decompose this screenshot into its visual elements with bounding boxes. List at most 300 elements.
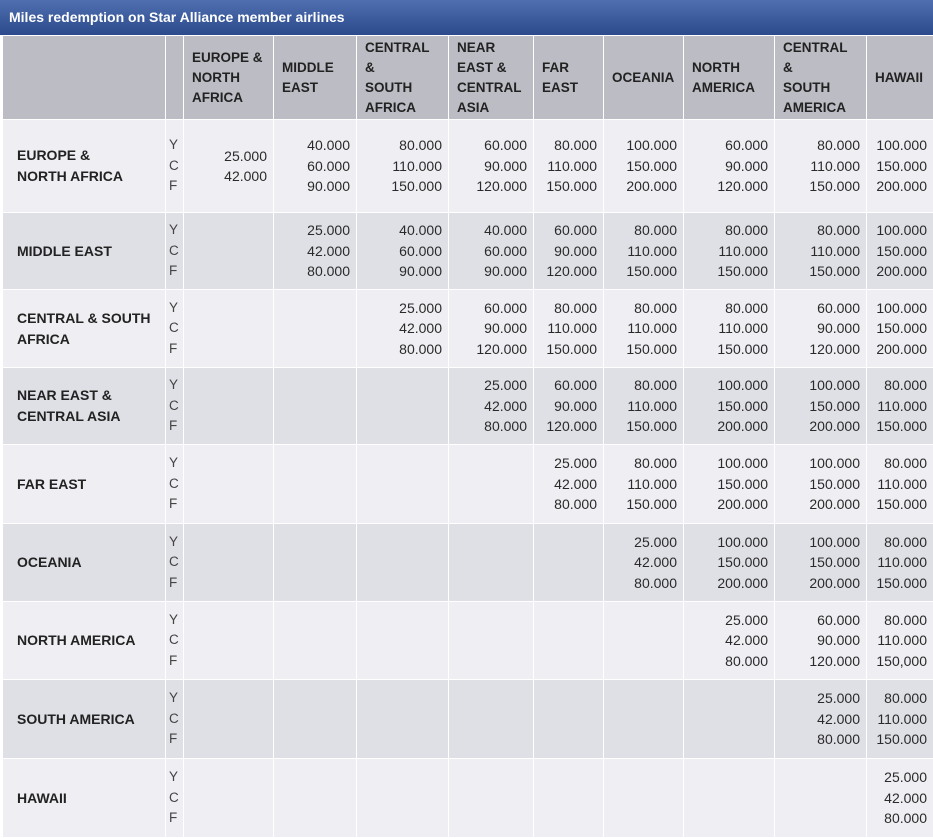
table-title: Miles redemption on Star Alliance member airlines — [0, 0, 933, 35]
miles-cell-central-and-south-america — [775, 680, 867, 759]
miles-cell-hawaii — [867, 368, 933, 445]
miles-value: 150.000 — [876, 157, 927, 174]
miles-cell-far-east — [534, 290, 604, 368]
column-header-line: NEAR — [457, 39, 496, 55]
miles-value: 90.000 — [399, 263, 442, 280]
class-letter: F — [169, 810, 178, 826]
table-body — [3, 120, 933, 838]
class-letters — [166, 213, 184, 290]
miles-cell-central-and-south-america — [775, 368, 867, 445]
empty-cell — [357, 524, 449, 602]
miles-value: 25.000 — [484, 377, 527, 394]
miles-value: 60.000 — [484, 299, 527, 316]
miles-value: 110.000 — [392, 157, 442, 174]
miles-cell-north-america — [684, 120, 775, 213]
miles-value: 150.000 — [626, 157, 677, 174]
column-header-north-america — [684, 36, 775, 120]
miles-value: 80.000 — [399, 137, 442, 154]
table-row — [3, 120, 933, 213]
empty-cell — [684, 680, 775, 759]
miles-value: 42.000 — [399, 320, 442, 337]
class-letter: F — [169, 731, 178, 747]
miles-value: 60.000 — [484, 242, 527, 259]
miles-cell-central-and-south-america — [775, 290, 867, 368]
miles-value: 110.000 — [627, 320, 677, 337]
miles-cell-middle-east — [274, 213, 357, 290]
table-row — [3, 213, 933, 290]
miles-cell-far-east — [534, 213, 604, 290]
miles-value: 150.000 — [876, 320, 927, 337]
miles-value: 150.000 — [391, 178, 442, 195]
miles-value: 42.000 — [884, 789, 927, 806]
row-header-middle-east — [3, 213, 166, 290]
row-header-line: CENTRAL & SOUTH — [17, 309, 151, 326]
column-header-line: NORTH — [692, 59, 740, 75]
miles-value: 100.000 — [809, 533, 860, 550]
empty-cell — [534, 524, 604, 602]
column-header-near-east-and-central-asia — [449, 36, 534, 120]
miles-cell-near-east-and-central-asia — [449, 368, 534, 445]
miles-cell-oceania — [604, 524, 684, 602]
miles-value: 80.000 — [725, 299, 768, 316]
miles-value: 80.000 — [884, 690, 927, 707]
miles-value: 90.000 — [484, 157, 527, 174]
miles-value: 90.000 — [817, 632, 860, 649]
column-header-europe-and-north-africa — [184, 36, 274, 120]
miles-value: 150.000 — [876, 496, 927, 513]
miles-value: 200.000 — [809, 574, 860, 591]
miles-value: 80.000 — [484, 418, 527, 435]
miles-value: 150.000 — [809, 397, 860, 414]
class-letter: Y — [169, 611, 179, 627]
miles-cell-central-and-south-africa — [357, 290, 449, 368]
miles-value: 80.000 — [725, 652, 768, 669]
miles-value: 200.000 — [626, 178, 677, 195]
miles-value: 80.000 — [817, 137, 860, 154]
column-header-line: AFRICA — [365, 99, 416, 115]
empty-cell — [274, 680, 357, 759]
row-header-north-america — [3, 602, 166, 680]
class-letter: Y — [169, 222, 179, 238]
miles-value: 80.000 — [307, 263, 350, 280]
miles-value: 150.000 — [809, 263, 860, 280]
miles-value: 150.000 — [876, 242, 927, 259]
miles-value: 150.000 — [809, 475, 860, 492]
miles-value: 150.000 — [546, 340, 597, 357]
column-header-line: FAR — [542, 59, 569, 75]
table-row — [3, 368, 933, 445]
column-header-line: & — [783, 59, 793, 75]
class-letter: C — [169, 242, 179, 258]
miles-cell-hawaii — [867, 602, 933, 680]
miles-value: 120.000 — [476, 178, 527, 195]
class-letter: C — [169, 320, 179, 336]
miles-value: 42.000 — [725, 632, 768, 649]
miles-cell-hawaii — [867, 524, 933, 602]
row-header-line: OCEANIA — [17, 554, 82, 570]
miles-cell-central-and-south-america — [775, 445, 867, 524]
class-letter: F — [169, 178, 178, 194]
column-header-hawaii — [867, 36, 933, 120]
miles-value: 25.000 — [399, 299, 442, 316]
empty-cell — [449, 680, 534, 759]
empty-cell — [274, 602, 357, 680]
miles-value: 80.000 — [884, 533, 927, 550]
row-header-near-east-and-central-asia — [3, 368, 166, 445]
table-row — [3, 290, 933, 368]
miles-cell-near-east-and-central-asia — [449, 120, 534, 213]
miles-value: 80.000 — [634, 574, 677, 591]
empty-cell — [449, 602, 534, 680]
miles-value: 100.000 — [876, 299, 927, 316]
miles-value: 150.000 — [717, 263, 768, 280]
class-letter: F — [169, 574, 178, 590]
header-row — [3, 36, 933, 120]
row-header-central-and-south-africa — [3, 290, 166, 368]
empty-cell — [274, 445, 357, 524]
miles-cell-central-and-south-america — [775, 120, 867, 213]
column-header-line: SOUTH — [783, 79, 831, 95]
miles-value: 200.000 — [809, 496, 860, 513]
empty-cell — [357, 368, 449, 445]
miles-value: 90.000 — [725, 157, 768, 174]
miles-cell-north-america — [684, 445, 775, 524]
miles-value: 80.000 — [884, 611, 927, 628]
class-letters — [166, 602, 184, 680]
miles-cell-north-america — [684, 368, 775, 445]
miles-value: 110.000 — [810, 242, 860, 259]
class-letter: Y — [169, 137, 179, 153]
column-header-middle-east — [274, 36, 357, 120]
class-letters — [166, 759, 184, 838]
miles-value: 110.000 — [877, 554, 927, 571]
miles-value: 150.000 — [717, 397, 768, 414]
empty-cell — [357, 680, 449, 759]
empty-cell — [184, 602, 274, 680]
miles-value: 90.000 — [817, 320, 860, 337]
miles-cell-oceania — [604, 120, 684, 213]
class-letters — [166, 368, 184, 445]
miles-value: 120.000 — [809, 652, 860, 669]
column-header-line: OCEANIA — [612, 69, 675, 85]
miles-value: 60.000 — [817, 611, 860, 628]
class-letter: F — [169, 340, 178, 356]
column-header-far-east — [534, 36, 604, 120]
miles-value: 150.000 — [626, 418, 677, 435]
miles-value: 80.000 — [634, 377, 677, 394]
miles-value: 150.000 — [876, 731, 927, 748]
class-letter: Y — [169, 769, 179, 785]
class-letter: Y — [169, 690, 179, 706]
row-header-line: SOUTH AMERICA — [17, 710, 135, 727]
row-header-oceania — [3, 524, 166, 602]
empty-cell — [534, 602, 604, 680]
miles-value: 110.000 — [877, 397, 927, 414]
empty-cell — [604, 759, 684, 838]
class-letter: C — [169, 475, 179, 491]
row-header-line: HAWAII — [17, 789, 67, 806]
miles-cell-far-east — [534, 445, 604, 524]
miles-value: 150.000 — [626, 263, 677, 280]
empty-cell — [184, 680, 274, 759]
miles-value: 80.000 — [725, 222, 768, 239]
miles-value: 110.000 — [627, 475, 677, 492]
column-header-line: EUROPE & — [192, 49, 263, 65]
class-letter: F — [169, 652, 178, 668]
miles-value: 200.000 — [717, 574, 768, 591]
miles-value: 25.000 — [725, 611, 768, 628]
miles-value: 100.000 — [876, 222, 927, 239]
miles-value: 100.000 — [626, 137, 677, 154]
table-row — [3, 524, 933, 602]
miles-value: 100.000 — [809, 377, 860, 394]
miles-cell-hawaii — [867, 759, 933, 838]
miles-value: 150.000 — [717, 340, 768, 357]
empty-cell — [534, 680, 604, 759]
miles-value: 150.000 — [626, 340, 677, 357]
miles-value: 80.000 — [884, 377, 927, 394]
class-letter: C — [169, 789, 179, 805]
miles-cell-hawaii — [867, 445, 933, 524]
miles-value: 110.000 — [718, 320, 768, 337]
miles-value: 100.000 — [876, 137, 927, 154]
miles-value: 110.000 — [877, 475, 927, 492]
miles-value: 110.000 — [627, 242, 677, 259]
miles-cell-middle-east — [274, 120, 357, 213]
column-header-line: CENTRAL — [457, 79, 522, 95]
miles-cell-central-and-south-america — [775, 213, 867, 290]
column-header-central-and-south-america — [775, 36, 867, 120]
table-row — [3, 759, 933, 838]
empty-cell — [184, 524, 274, 602]
miles-value: 80.000 — [399, 340, 442, 357]
miles-cell-near-east-and-central-asia — [449, 213, 534, 290]
miles-cell-hawaii — [867, 213, 933, 290]
miles-value: 80.000 — [554, 496, 597, 513]
miles-cell-central-and-south-america — [775, 602, 867, 680]
empty-cell — [357, 759, 449, 838]
miles-cell-far-east — [534, 368, 604, 445]
miles-value: 110.000 — [627, 397, 677, 414]
class-letter-header — [166, 36, 184, 120]
class-letter: Y — [169, 377, 179, 393]
miles-value: 100.000 — [717, 377, 768, 394]
empty-cell — [274, 524, 357, 602]
row-header-line: NORTH AFRICA — [17, 168, 124, 184]
miles-value: 40.000 — [484, 222, 527, 239]
row-header-line: NORTH AMERICA — [17, 632, 136, 648]
miles-value: 25.000 — [554, 455, 597, 472]
table-row — [3, 602, 933, 680]
row-header-line: AFRICA — [17, 330, 70, 347]
miles-value: 25.000 — [634, 533, 677, 550]
miles-value: 150.000 — [717, 554, 768, 571]
miles-value: 42.000 — [224, 168, 267, 184]
class-letters — [166, 120, 184, 213]
miles-value: 40.000 — [307, 137, 350, 154]
miles-cell-central-and-south-africa — [357, 120, 449, 213]
miles-cell-hawaii — [867, 120, 933, 213]
empty-cell — [449, 445, 534, 524]
column-header-line: EAST — [542, 79, 579, 95]
row-header-line: EUROPE & — [17, 147, 91, 163]
miles-value: 120.000 — [546, 263, 597, 280]
class-letters — [166, 524, 184, 602]
miles-value: 90.000 — [484, 263, 527, 280]
miles-value: 80.000 — [554, 137, 597, 154]
miles-value: 40.000 — [399, 222, 442, 239]
miles-value: 100.000 — [717, 533, 768, 550]
miles-value: 120.000 — [717, 178, 768, 195]
miles-value: 90.000 — [484, 320, 527, 337]
miles-value: 110.000 — [718, 242, 768, 259]
empty-cell — [357, 602, 449, 680]
class-letter: C — [169, 554, 179, 570]
row-header-south-america — [3, 680, 166, 759]
miles-value: 150.000 — [809, 554, 860, 571]
empty-cell — [775, 759, 867, 838]
miles-value: 120.000 — [546, 418, 597, 435]
miles-cell-hawaii — [867, 290, 933, 368]
miles-value: 150.000 — [876, 574, 927, 591]
miles-cell-hawaii — [867, 680, 933, 759]
corner-cell — [3, 36, 166, 120]
miles-value: 150,000 — [876, 652, 927, 669]
column-header-line: AFRICA — [192, 89, 243, 105]
miles-value: 200.000 — [876, 340, 927, 357]
miles-value: 200.000 — [809, 418, 860, 435]
class-letter: F — [169, 263, 178, 279]
miles-value: 42.000 — [817, 710, 860, 727]
class-letter: F — [169, 418, 178, 434]
miles-value: 80.000 — [817, 222, 860, 239]
column-header-oceania — [604, 36, 684, 120]
miles-value: 60.000 — [554, 377, 597, 394]
miles-cell-oceania — [604, 213, 684, 290]
miles-value: 90.000 — [554, 242, 597, 259]
empty-cell — [357, 445, 449, 524]
miles-value: 42.000 — [634, 554, 677, 571]
miles-value: 110.000 — [547, 320, 597, 337]
miles-value: 80.000 — [884, 810, 927, 827]
miles-value: 42.000 — [554, 475, 597, 492]
miles-value: 80.000 — [554, 299, 597, 316]
miles-value: 60.000 — [554, 222, 597, 239]
empty-cell — [184, 368, 274, 445]
column-header-line: AMERICA — [692, 79, 755, 95]
miles-value: 120.000 — [476, 340, 527, 357]
miles-value: 110.000 — [877, 632, 927, 649]
miles-cell-north-america — [684, 213, 775, 290]
row-header-europe-and-north-africa — [3, 120, 166, 213]
row-header-hawaii — [3, 759, 166, 838]
table-row — [3, 680, 933, 759]
column-header-line: MIDDLE — [282, 59, 334, 75]
class-letter: Y — [169, 455, 179, 471]
miles-value: 200.000 — [717, 418, 768, 435]
miles-value: 60.000 — [399, 242, 442, 259]
miles-value: 25.000 — [817, 690, 860, 707]
miles-value: 150.000 — [809, 178, 860, 195]
row-header-line: NEAR EAST & — [17, 387, 112, 403]
column-header-line: HAWAII — [875, 69, 924, 85]
column-header-line: NORTH — [192, 69, 240, 85]
miles-value: 100.000 — [717, 455, 768, 472]
miles-value: 80.000 — [634, 222, 677, 239]
miles-value: 90.000 — [307, 178, 350, 195]
miles-value: 80.000 — [634, 299, 677, 316]
class-letter: C — [169, 710, 179, 726]
class-letters — [166, 445, 184, 524]
miles-value: 60.000 — [484, 137, 527, 154]
column-header-line: ASIA — [457, 99, 490, 115]
column-header-line: EAST — [282, 79, 319, 95]
miles-value: 110.000 — [877, 710, 927, 727]
miles-value: 80.000 — [817, 731, 860, 748]
miles-value: 60.000 — [307, 157, 350, 174]
class-letters — [166, 680, 184, 759]
miles-cell-far-east — [534, 120, 604, 213]
miles-value: 110.000 — [810, 157, 860, 174]
miles-value: 42.000 — [484, 397, 527, 414]
empty-cell — [274, 368, 357, 445]
miles-value: 200.000 — [717, 496, 768, 513]
empty-cell — [184, 213, 274, 290]
column-header-central-and-south-africa — [357, 36, 449, 120]
empty-cell — [534, 759, 604, 838]
row-header-far-east — [3, 445, 166, 524]
miles-value: 25.000 — [884, 769, 927, 786]
empty-cell — [274, 759, 357, 838]
table-row — [3, 445, 933, 524]
column-header-line: & — [365, 59, 375, 75]
miles-cell-oceania — [604, 368, 684, 445]
row-header-line: MIDDLE EAST — [17, 242, 112, 259]
miles-value: 150.000 — [546, 178, 597, 195]
miles-value: 80.000 — [634, 455, 677, 472]
miles-value: 150.000 — [626, 496, 677, 513]
miles-cell-north-america — [684, 524, 775, 602]
miles-value: 80.000 — [884, 455, 927, 472]
miles-cell-oceania — [604, 445, 684, 524]
miles-cell-central-and-south-africa — [357, 213, 449, 290]
empty-cell — [684, 759, 775, 838]
class-letter: C — [169, 632, 179, 648]
miles-value: 150.000 — [876, 418, 927, 435]
class-letter: C — [169, 157, 179, 173]
miles-cell-oceania — [604, 290, 684, 368]
column-header-line: AMERICA — [783, 99, 846, 115]
miles-value: 42.000 — [307, 242, 350, 259]
column-header-line: EAST & — [457, 59, 507, 75]
miles-cell-north-america — [684, 290, 775, 368]
miles-cell-central-and-south-america — [775, 524, 867, 602]
class-letters — [166, 290, 184, 368]
miles-value: 150.000 — [717, 475, 768, 492]
empty-cell — [184, 445, 274, 524]
empty-cell — [604, 680, 684, 759]
class-letter: Y — [169, 533, 179, 549]
miles-value: 60.000 — [725, 137, 768, 154]
miles-value: 25.000 — [224, 147, 267, 164]
miles-cell-north-america — [684, 602, 775, 680]
miles-value: 60.000 — [817, 299, 860, 316]
miles-value: 200.000 — [876, 178, 927, 195]
column-header-line: SOUTH — [365, 79, 413, 95]
row-header-line: FAR EAST — [17, 475, 87, 492]
miles-value: 200.000 — [876, 263, 927, 280]
row-header-line: CENTRAL ASIA — [17, 408, 121, 424]
